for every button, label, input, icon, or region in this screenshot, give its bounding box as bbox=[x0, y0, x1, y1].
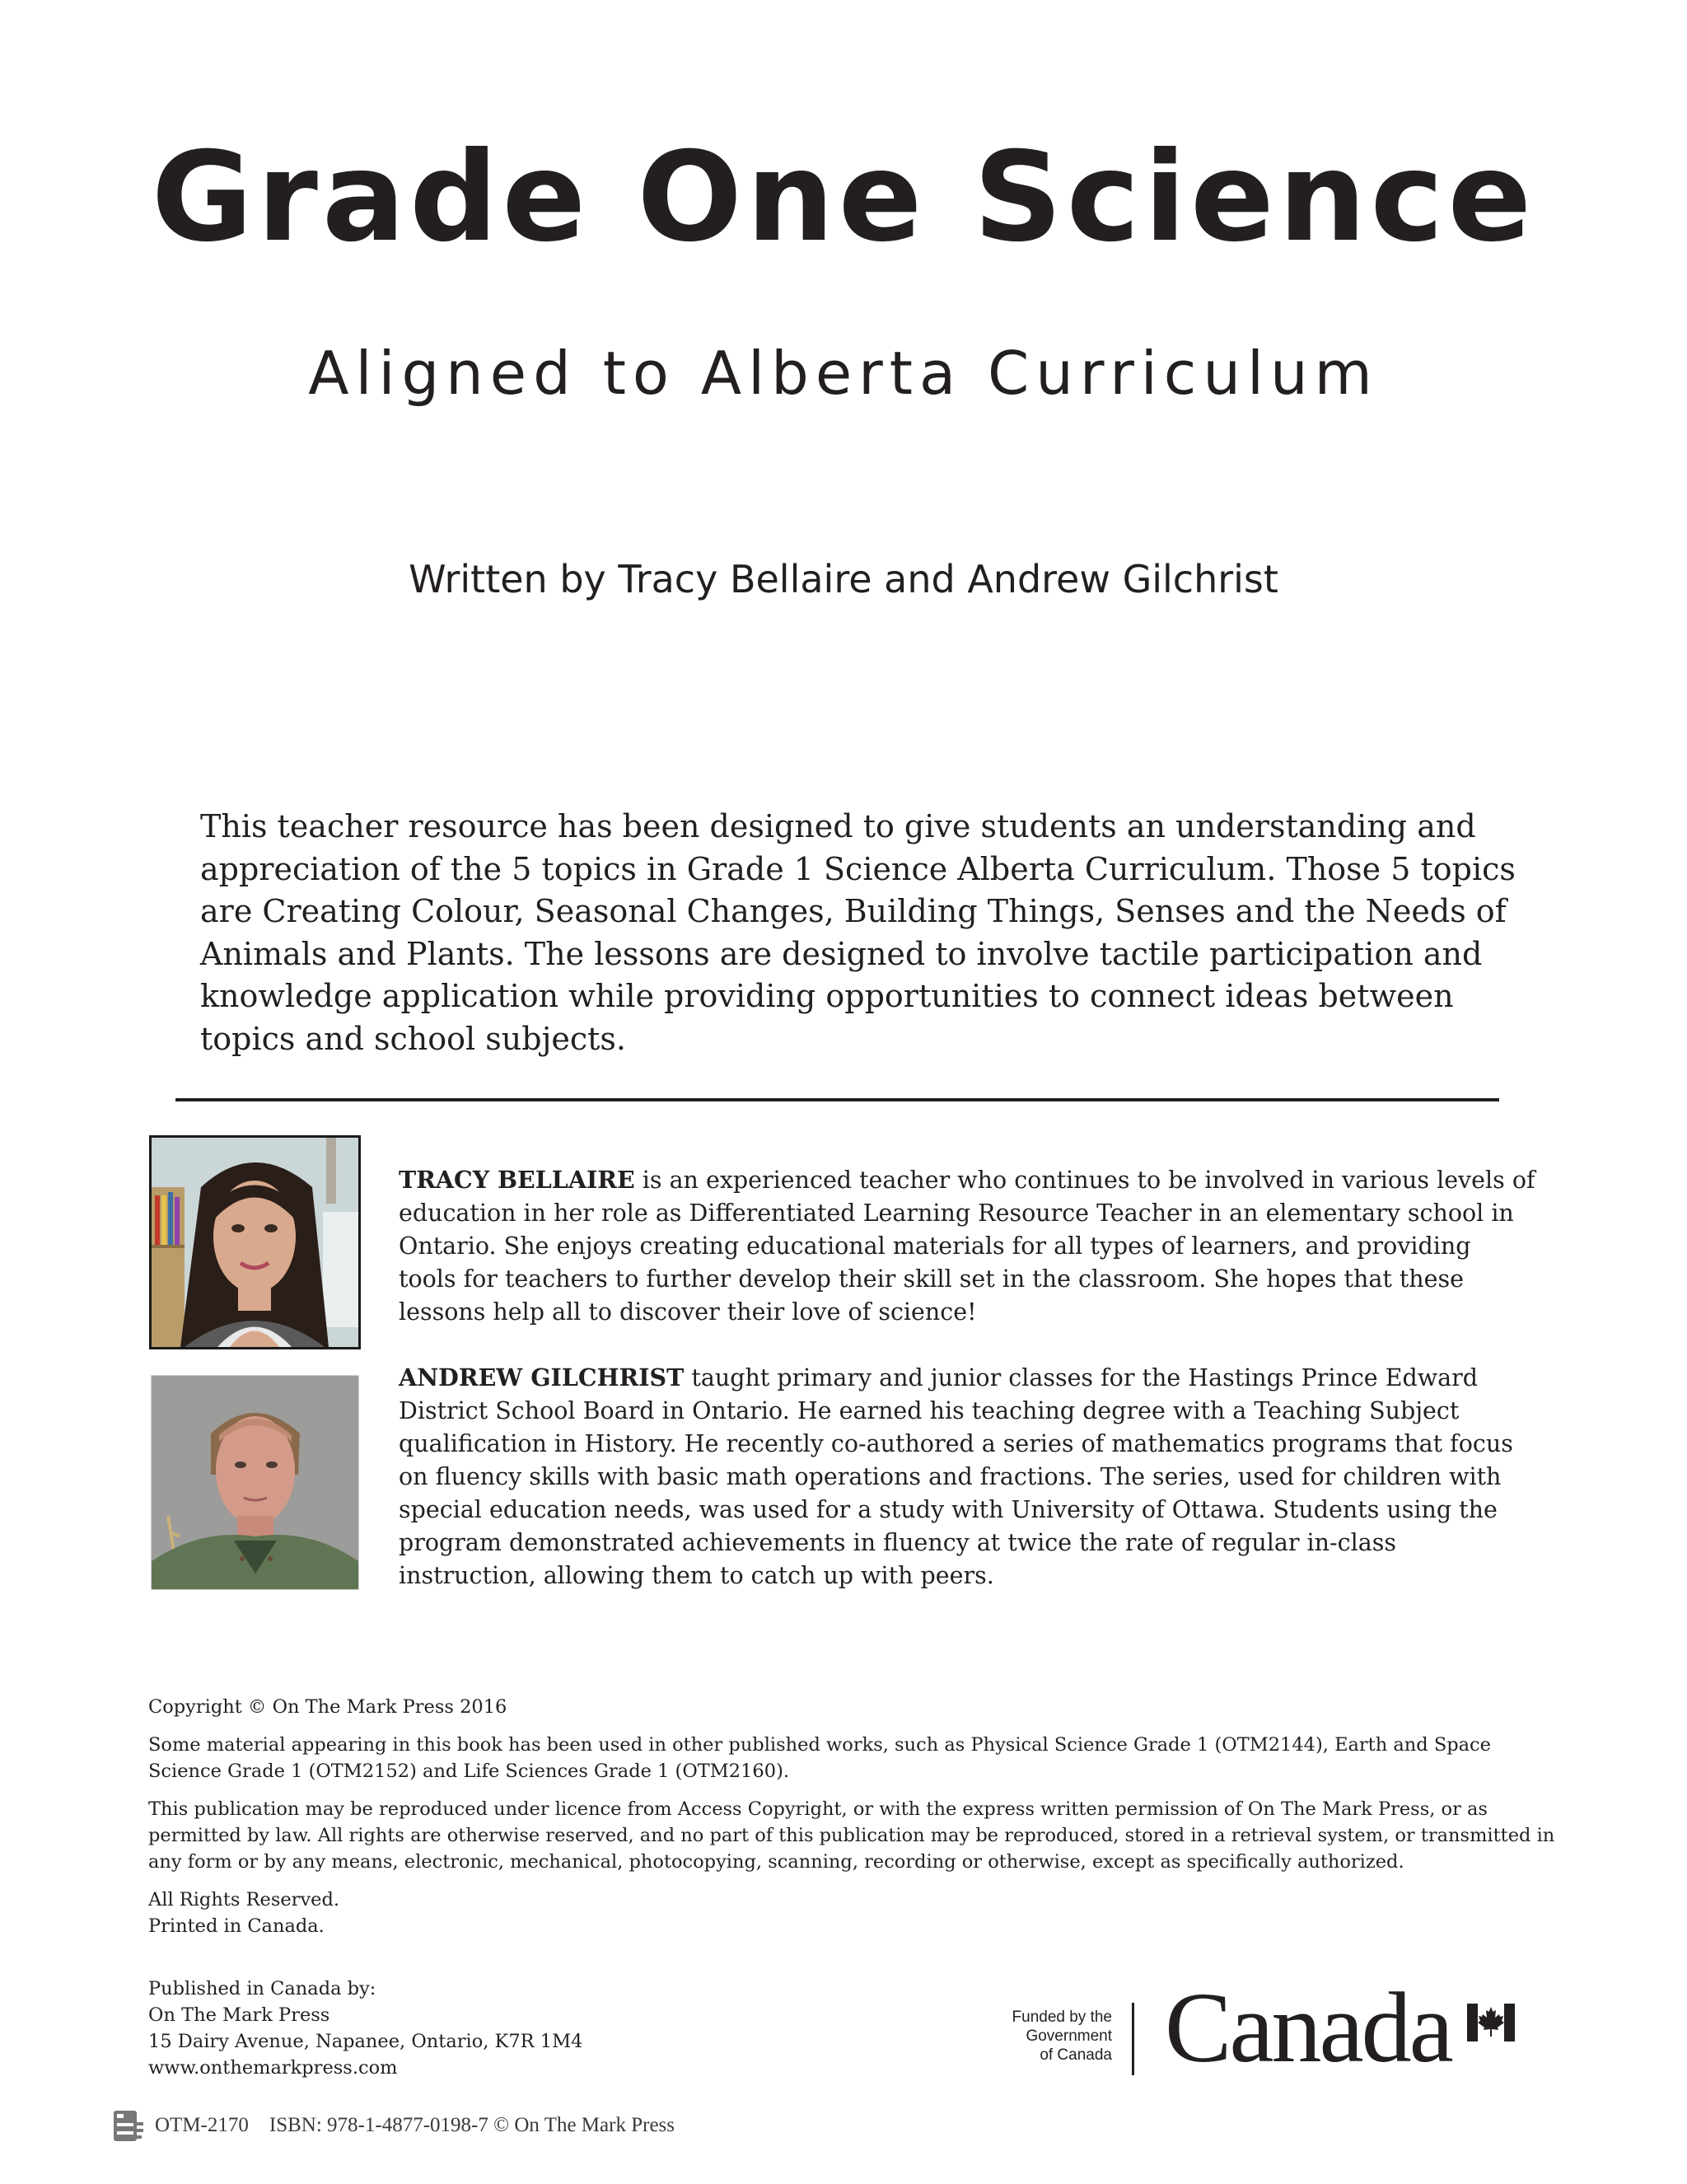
product-code: OTM-2170 bbox=[155, 2114, 249, 2136]
bio-name: ANDREW GILCHRIST bbox=[399, 1363, 685, 1391]
funding-line: Funded by the bbox=[1012, 2009, 1112, 2026]
bio-name: TRACY BELLAIRE bbox=[399, 1166, 635, 1194]
bio-text: taught primary and junior classes for the Hastings Prince Edward District School Board in Ontario. He earned his teaching degree with a Teaching Subject qualification in History. He recently co-authored a series of mathematics programs that focus on fluency skills with basic math operations and fractions. The series, used for children with special education needs, was used for a study with University of Ottawa. Students using the program demonstrated achievements in fluency at twice the rate of regular in-class instruction, allowing them to catch up with peers. bbox=[399, 1364, 1513, 1589]
bio-andrew bbox=[399, 1361, 1535, 1592]
canada-wordmark: Canada bbox=[1165, 1972, 1451, 2083]
publisher-name: On The Mark Press bbox=[148, 2004, 330, 2026]
isbn-text: ISBN: 978-1-4877-0198-7 © On The Mark Press bbox=[269, 2114, 675, 2136]
portrait-woman-icon bbox=[152, 1138, 358, 1347]
rights-block bbox=[148, 1887, 1565, 1939]
canada-flag-icon bbox=[1467, 2004, 1515, 2041]
rights-line: All Rights Reserved. bbox=[148, 1889, 340, 1910]
publisher-heading: Published in Canada by: bbox=[148, 1978, 376, 1999]
material-note: Some material appearing in this book has been used in other published works, such as Physical Science Grade 1 (OTM2144), Earth and Space Science Grade 1 (OTM2152) and Life Sciences Grade 1 (OTM2160). bbox=[148, 1734, 1491, 1782]
isbn-line bbox=[155, 2111, 675, 2140]
author-photo-tracy bbox=[149, 1135, 361, 1349]
section-divider bbox=[175, 1098, 1499, 1101]
reproduction-note: This publication may be reproduced under licence from Access Copyright, or with the express written permission of On The Mark Press, or as permitted by law. All rights are otherwise reserved, and no part of this publication may be reproduced, stored in a retrieval system, or transmitted in any form or by any means, electronic, mechanical, photocopying, scanning, recording or otherwise, except as specifically authorized. bbox=[148, 1798, 1555, 1873]
bio-text: is an experienced teacher who continues to be involved in various levels of education in her role as Differentiated Learning Resource Teacher in an elementary school in Ontario. She enjoys creating educational materials for all types of learners, and providing tools for teachers to further develop their skill set in the classroom. She hopes that these lessons help all to discover their love of science! bbox=[399, 1167, 1535, 1326]
funding-line: of Canada bbox=[1040, 2046, 1112, 2064]
authors-line: Written by Tracy Bellaire and Andrew Gilchrist bbox=[409, 557, 1278, 601]
publisher-website[interactable]: www.onthemarkpress.com bbox=[148, 2057, 398, 2079]
logo-divider bbox=[1132, 2003, 1134, 2075]
funding-credit bbox=[931, 2008, 1112, 2065]
funding-line: Government bbox=[1026, 2027, 1112, 2045]
portrait-man-icon bbox=[152, 1376, 358, 1589]
author-photo-andrew bbox=[151, 1375, 359, 1590]
publisher-address: 15 Dairy Avenue, Napanee, Ontario, K7R 1M4 bbox=[148, 2031, 583, 2052]
printed-line: Printed in Canada. bbox=[148, 1915, 325, 1937]
resource-description: This teacher resource has been designed to give students an understanding and appreciation of the 5 topics in Grade 1 Science Alberta Curriculum. Those 5 topics are Creating Colour, Seasonal Changes, Building Things, Senses and the Needs of Animals and Plants. The lessons are designed to involve tactile participation and knowledge application while providing opportunities to connect ideas between topics and school subjects. bbox=[200, 808, 1516, 1057]
book-stack-icon bbox=[112, 2111, 147, 2141]
page-subtitle: Aligned to Alberta Curriculum bbox=[308, 339, 1379, 408]
page-title: Grade One Science bbox=[151, 126, 1536, 269]
bio-tracy bbox=[399, 1163, 1535, 1329]
copyright-line: Copyright © On The Mark Press 2016 bbox=[148, 1696, 507, 1718]
